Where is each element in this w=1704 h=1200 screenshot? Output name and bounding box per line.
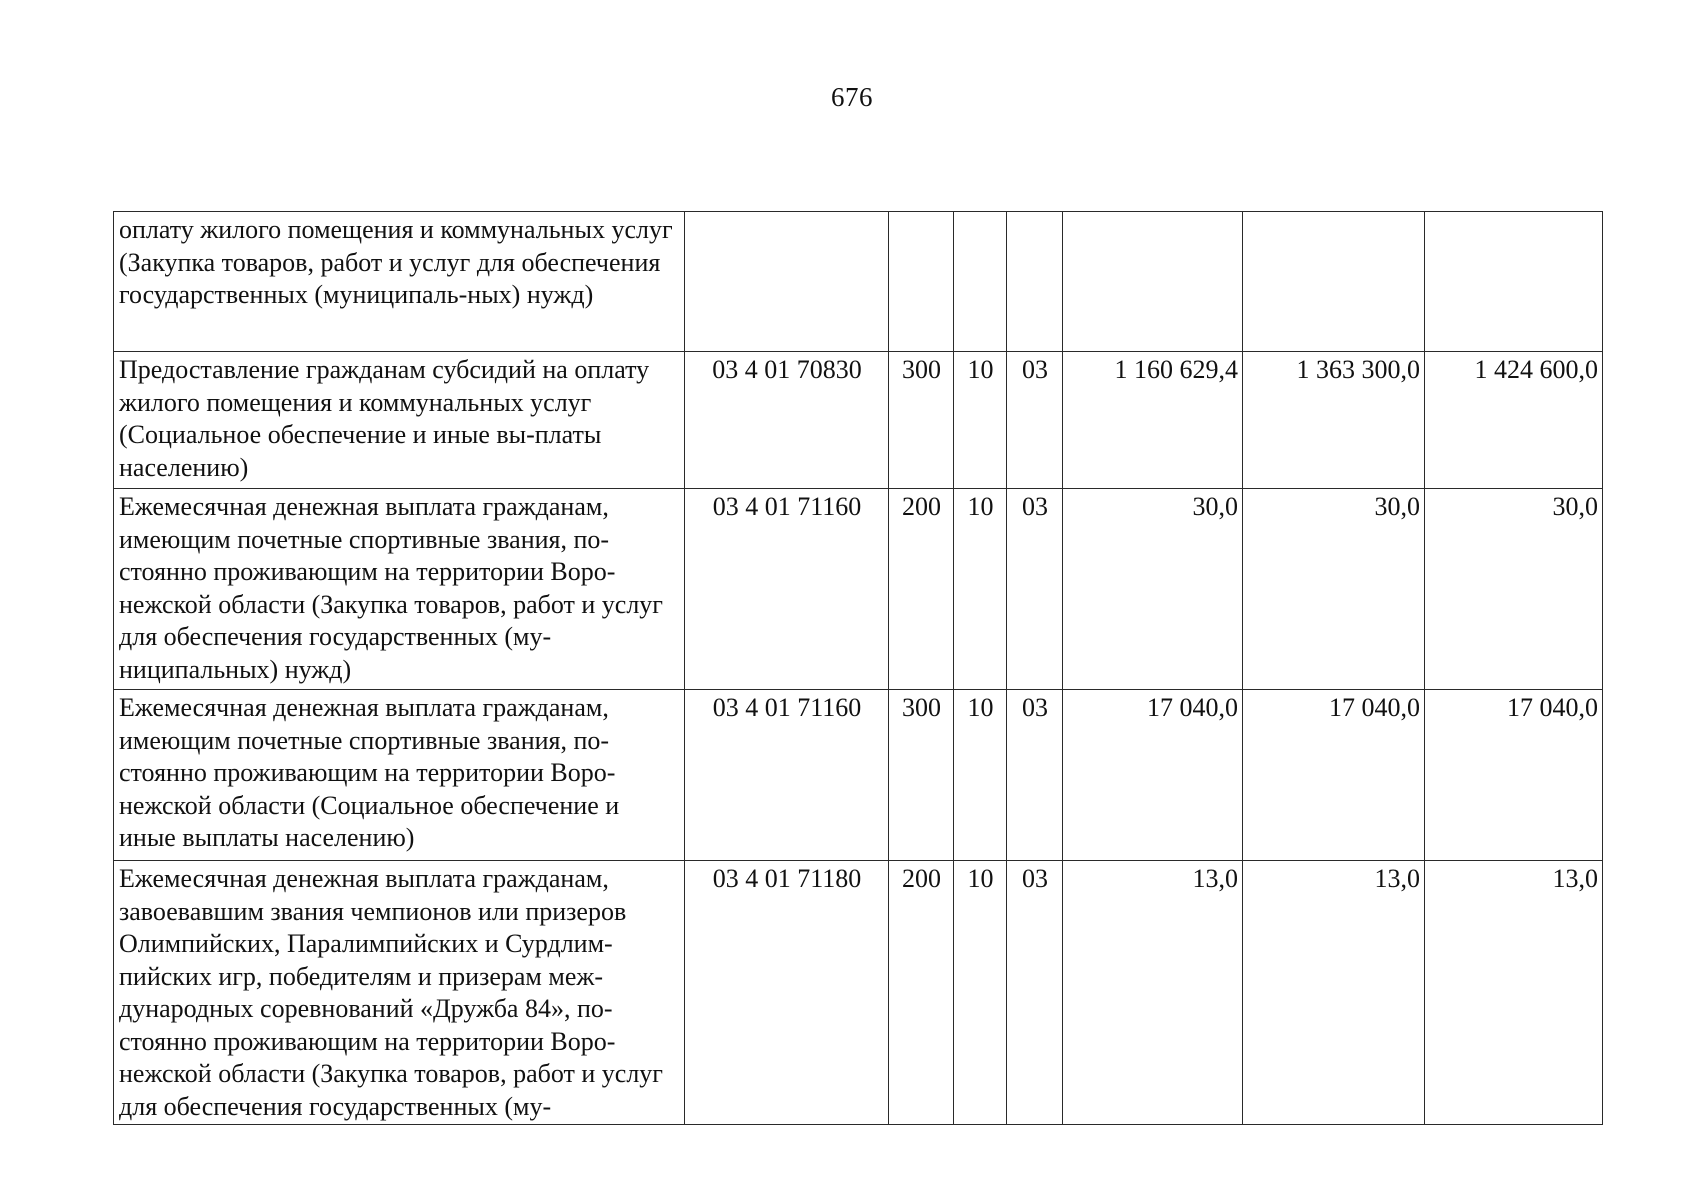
amount-year-3: 17 040,0 <box>1425 690 1603 861</box>
row-description: Ежемесячная денежная выплата гражданам, имеющим почетные спортивные звания, по-стоянно проживающим на территории Воро-нежской области (Закупка товаров, работ и услуг для обеспечения государственных (му-ниципальных) нужд) <box>114 489 685 690</box>
amount-year-1: 13,0 <box>1063 861 1243 1125</box>
amount-year-3: 13,0 <box>1425 861 1603 1125</box>
amount-year-2: 30,0 <box>1243 489 1425 690</box>
page-number: 676 <box>831 82 873 112</box>
amount-year-1: 1 160 629,4 <box>1063 352 1243 489</box>
subsection-code: 03 <box>1007 690 1063 861</box>
table-row <box>114 861 1603 1125</box>
row-description: Предоставление гражданам субсидий на оплату жилого помещения и коммунальных услуг (Социальное обеспечение и иные вы-платы населению) <box>114 352 685 489</box>
table-row <box>114 212 1603 352</box>
section-code <box>954 212 1007 352</box>
target-article-code: 03 4 01 70830 <box>685 352 889 489</box>
subsection-code <box>1007 212 1063 352</box>
row-description: оплату жилого помещения и коммунальных услуг (Закупка товаров, работ и услуг для обеспечения государственных (муниципаль-ных) нужд) <box>114 212 685 352</box>
budget-table <box>113 211 1603 1125</box>
subsection-code: 03 <box>1007 352 1063 489</box>
section-code: 10 <box>954 352 1007 489</box>
target-article-code: 03 4 01 71180 <box>685 861 889 1125</box>
table-row <box>114 690 1603 861</box>
expense-type-code <box>889 212 954 352</box>
subsection-code: 03 <box>1007 489 1063 690</box>
target-article-code: 03 4 01 71160 <box>685 489 889 690</box>
expense-type-code: 300 <box>889 690 954 861</box>
amount-year-1: 17 040,0 <box>1063 690 1243 861</box>
amount-year-2: 13,0 <box>1243 861 1425 1125</box>
table-row <box>114 489 1603 690</box>
subsection-code: 03 <box>1007 861 1063 1125</box>
section-code: 10 <box>954 861 1007 1125</box>
amount-year-3: 1 424 600,0 <box>1425 352 1603 489</box>
amount-year-2 <box>1243 212 1425 352</box>
expense-type-code: 300 <box>889 352 954 489</box>
row-description: Ежемесячная денежная выплата гражданам, завоевавшим звания чемпионов или призеров Олимпийских, Паралимпийских и Сурдлим-пийских игр, победителям и призерам меж-дународных соревнований «Дружба 84», по-стоянно проживающим на территории Воро-нежской области (Закупка товаров, работ и услуг для обеспечения государственных (му- <box>114 861 685 1125</box>
target-article-code: 03 4 01 71160 <box>685 690 889 861</box>
amount-year-1: 30,0 <box>1063 489 1243 690</box>
amount-year-2: 17 040,0 <box>1243 690 1425 861</box>
amount-year-3 <box>1425 212 1603 352</box>
section-code: 10 <box>954 489 1007 690</box>
expense-type-code: 200 <box>889 861 954 1125</box>
target-article-code <box>685 212 889 352</box>
section-code: 10 <box>954 690 1007 861</box>
amount-year-2: 1 363 300,0 <box>1243 352 1425 489</box>
amount-year-3: 30,0 <box>1425 489 1603 690</box>
table-row <box>114 352 1603 489</box>
amount-year-1 <box>1063 212 1243 352</box>
row-description: Ежемесячная денежная выплата гражданам, имеющим почетные спортивные звания, по-стоянно проживающим на территории Воро-нежской области (Социальное обеспечение и иные выплаты населению) <box>114 690 685 861</box>
expense-type-code: 200 <box>889 489 954 690</box>
